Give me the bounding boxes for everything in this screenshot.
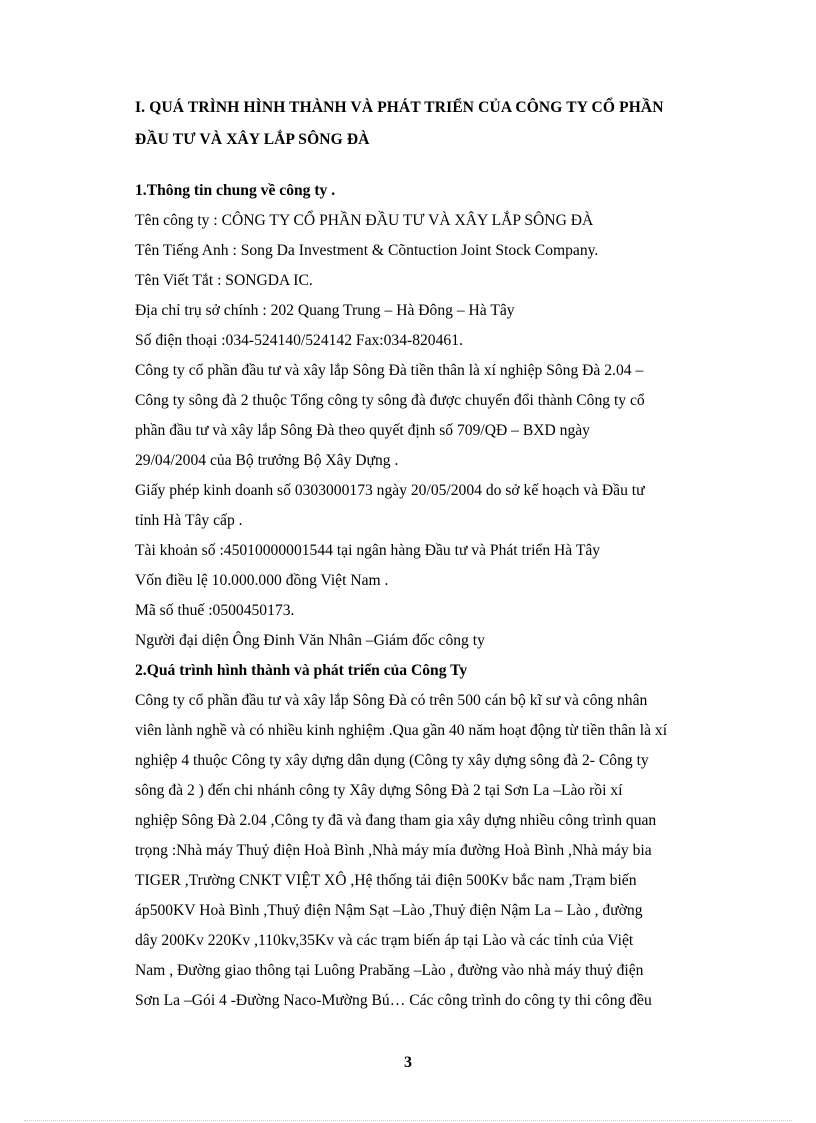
paragraph-line: sông đà 2 ) đến chi nhánh công ty Xây dựng Sông Đà 2 tại Sơn La –Lào rồi xí [135,782,623,799]
paragraph-line: Tên Tiếng Anh : Song Da Investment & Cõntuction Joint Stock Company. [135,242,599,259]
paragraph-line: Mã số thuế :0500450173. [135,602,295,619]
paragraph-line: tỉnh Hà Tây cấp . [135,512,243,529]
paragraph-line: Người đại diện Ông Đinh Văn Nhân –Giám đốc công ty [135,632,485,649]
paragraph-line: Sơn La –Gói 4 -Đường Naco-Mường Bú… Các công trình do công ty thi công đều [135,992,652,1009]
paragraph-line: Công ty cổ phần đầu tư và xây lắp Sông Đà tiền thân là xí nghiệp Sông Đà 2.04 – [135,362,644,379]
paragraph-line: 29/04/2004 của Bộ trưởng Bộ Xây Dựng . [135,452,399,469]
section-2-heading: 2.Quá trình hình thành và phát triển của Công Ty [135,662,468,679]
document-title [135,92,745,156]
paragraph-line: Công ty sông đà 2 thuộc Tổng công ty sông đà được chuyển đổi thành Công ty cổ [135,392,645,409]
paragraph-line: TIGER ,Trường CNKT VIỆT XÔ ,Hệ thống tải điện 500Kv bắc nam ,Trạm biến [135,872,637,889]
paragraph-line: phần đầu tư và xây lắp Sông Đà theo quyết định số 709/QĐ – BXD ngày [135,422,590,439]
paragraph-line: viên lành nghề và có nhiều kinh nghiệm .Qua gần 40 năm hoạt động từ tiền thân là xí [135,722,668,739]
title-line-1: I. QUÁ TRÌNH HÌNH THÀNH VÀ PHÁT TRIỂN CỦA CÔNG TY CỔ PHẦN [135,99,664,116]
paragraph-line: Nam , Đường giao thông tại Luông Prabăng –Lào , đường vào nhà máy thuỷ điện [135,962,644,979]
page-number: 3 [404,1054,412,1071]
section-1-body [135,206,735,656]
paragraph-line: Tên công ty : CÔNG TY CỔ PHẦN ĐẦU TƯ VÀ XÂY LẮP SÔNG ĐÀ [135,212,594,229]
paragraph-line: áp500KV Hoà Bình ,Thuỷ điện Nậm Sạt –Lào ,Thuỷ điện Nậm La – Lào , đường [135,902,643,919]
title-line-2: ĐẦU TƯ VÀ XÂY LẮP SÔNG ĐÀ [135,131,370,148]
page-bottom-divider [24,1120,792,1121]
section-2-body [135,686,735,1016]
paragraph-line: Vốn điều lệ 10.000.000 đồng Việt Nam . [135,572,389,589]
paragraph-line: dây 200Kv 220Kv ,110kv,35Kv và các trạm biến áp tại Lào và các tỉnh của Việt [135,932,634,949]
paragraph-line: trọng :Nhà máy Thuỷ điện Hoà Bình ,Nhà máy mía đường Hoà Bình ,Nhà máy bia [135,842,652,859]
paragraph-line: Giấy phép kinh doanh số 0303000173 ngày 20/05/2004 do sở kế hoạch và Đầu tư [135,482,645,499]
paragraph-line: Tên Viết Tắt : SONGDA IC. [135,272,313,289]
document-body [135,176,735,1016]
section-1-heading: 1.Thông tin chung về công ty . [135,182,336,199]
paragraph-line: nghiệp Sông Đà 2.04 ,Công ty đã và đang tham gia xây dựng nhiều công trình quan [135,812,657,829]
paragraph-line: Tài khoản số :45010000001544 tại ngân hàng Đầu tư và Phát triển Hà Tây [135,542,601,559]
paragraph-line: Số điện thoại :034-524140/524142 Fax:034-820461. [135,332,463,349]
paragraph-line: nghiệp 4 thuộc Công ty xây dựng dân dụng (Công ty xây dựng sông đà 2- Công ty [135,752,649,769]
paragraph-line: Địa chỉ trụ sở chính : 202 Quang Trung – Hà Đông – Hà Tây [135,302,515,319]
paragraph-line: Công ty cổ phần đầu tư và xây lắp Sông Đà có trên 500 cán bộ kĩ sư và công nhân [135,692,648,709]
